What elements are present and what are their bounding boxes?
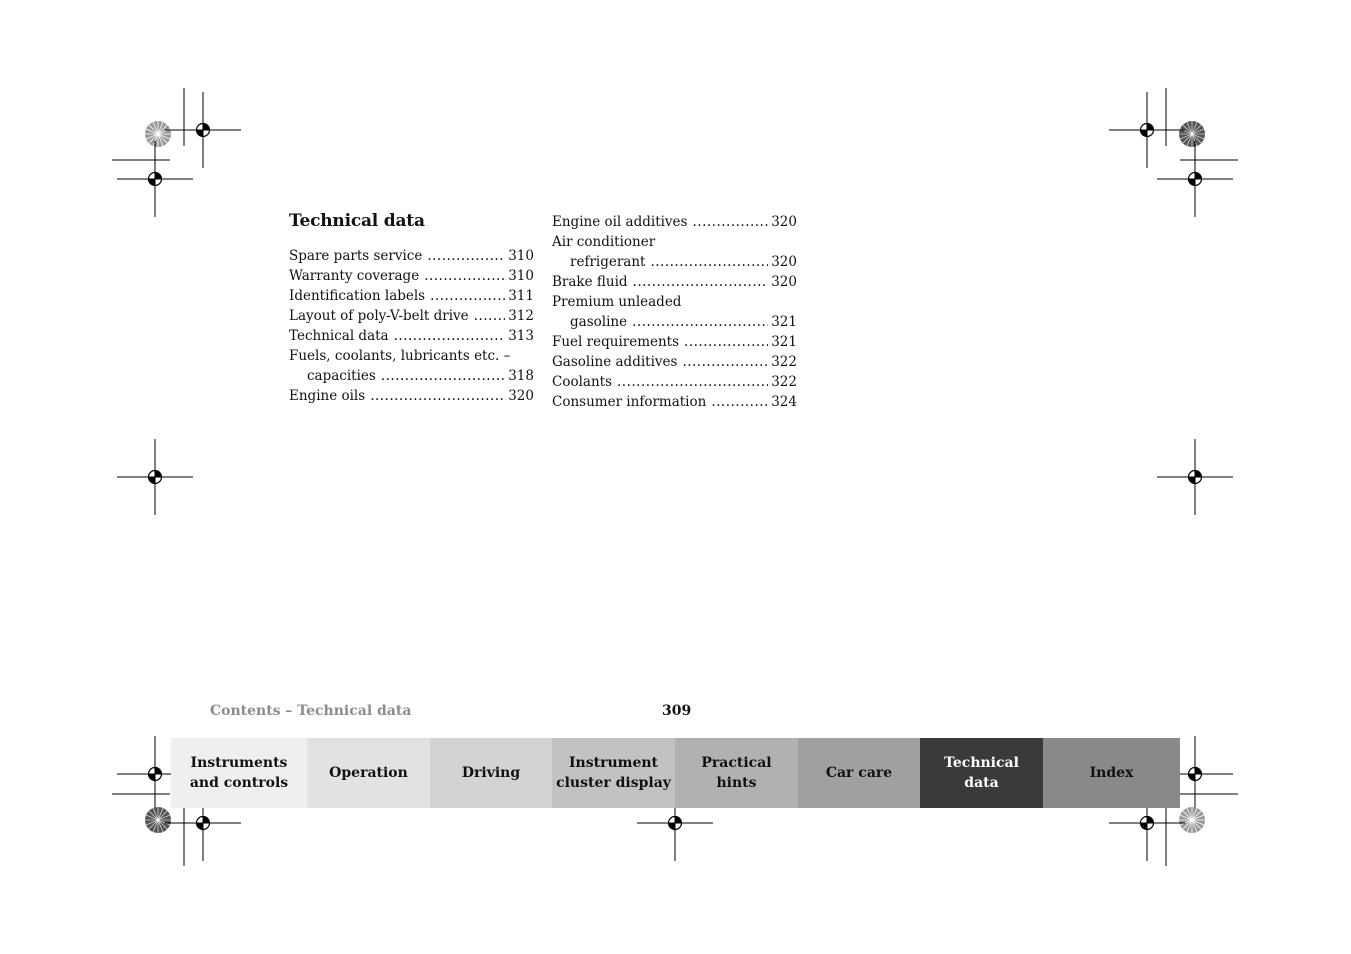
toc-right-column — [552, 212, 797, 412]
tab-technical-data[interactable] — [920, 738, 1043, 808]
tab-operation[interactable] — [307, 738, 430, 808]
toc-entry-page: 320 — [771, 254, 797, 270]
tab-label-line: Practical hints — [701, 755, 772, 791]
toc-entry-heading: Fuels, coolants, lubricants etc. – — [289, 348, 511, 364]
toc-entry-label: Warranty coverage — [289, 268, 420, 284]
toc-entry[interactable] — [552, 332, 797, 352]
running-title: Contents – Technical data — [210, 703, 412, 719]
tab-label-line: Instrument — [569, 755, 658, 771]
toc-entry[interactable] — [289, 246, 534, 266]
tab-label-line: Technical — [944, 755, 1019, 771]
toc-entry-label: capacities — [307, 368, 376, 384]
toc-entry-page: 310 — [508, 268, 534, 284]
section-tab-bar — [171, 738, 1180, 808]
dot-leader — [427, 246, 505, 266]
section-title: Technical data — [289, 211, 425, 231]
tab-label-line: Operation — [329, 765, 408, 781]
tab-label — [826, 763, 892, 783]
tab-driving[interactable] — [430, 738, 552, 808]
toc-entry-label: Identification labels — [289, 288, 426, 304]
tab-label-line: data — [964, 775, 999, 791]
tab-label-line: Driving — [461, 765, 521, 781]
toc-entry-page: 320 — [508, 388, 534, 404]
toc-entry[interactable] — [289, 286, 534, 306]
toc-entry-label: Spare parts service — [289, 248, 423, 264]
dot-leader — [682, 352, 768, 372]
toc-entry-page: 324 — [771, 394, 797, 410]
toc-entry[interactable] — [552, 392, 797, 412]
tab-index[interactable] — [1043, 738, 1180, 808]
toc-entry-page: 322 — [771, 354, 797, 370]
tab-instruments-and-controls[interactable] — [171, 738, 307, 808]
dot-leader — [394, 326, 506, 346]
toc-entry-page: 313 — [508, 328, 534, 344]
toc-entry-label: gasoline — [570, 314, 628, 330]
toc-entry-page: 321 — [771, 314, 797, 330]
tab-label — [462, 763, 520, 783]
dot-leader — [692, 212, 768, 232]
toc-entry-label: Technical data — [289, 328, 389, 344]
tab-label — [556, 753, 671, 793]
toc-entry-label: Fuel requirements — [552, 334, 680, 350]
toc-entry-page: 322 — [771, 374, 797, 390]
page-number: 309 — [662, 703, 692, 719]
toc-entry-label: refrigerant — [570, 254, 646, 270]
toc-entry[interactable] — [289, 366, 534, 386]
toc-entry-heading: Air conditioner — [552, 234, 656, 250]
toc-entry-label: Coolants — [552, 374, 612, 390]
dot-leader — [650, 252, 768, 272]
dot-leader — [711, 392, 768, 412]
toc-entry-label: Engine oils — [289, 388, 366, 404]
dot-leader — [381, 366, 505, 386]
toc-left-column — [289, 246, 534, 406]
dot-leader — [632, 312, 768, 332]
toc-entry-label: Consumer information — [552, 394, 707, 410]
toc-entry-page: 318 — [508, 368, 534, 384]
toc-entry-label: Engine oil additives — [552, 214, 688, 230]
toc-entry[interactable] — [552, 372, 797, 392]
toc-entry-page: 320 — [771, 274, 797, 290]
toc-entry-page: 321 — [771, 334, 797, 350]
tab-label-line: cluster display — [556, 775, 671, 791]
dot-leader — [424, 266, 505, 286]
toc-entry[interactable] — [552, 312, 797, 332]
tab-instrument-cluster-display[interactable] — [552, 738, 675, 808]
toc-entry-page: 311 — [508, 288, 534, 304]
toc-entry[interactable] — [289, 326, 534, 346]
dot-leader — [684, 332, 768, 352]
tab-label-line: Index — [1089, 765, 1134, 781]
toc-entry[interactable] — [552, 212, 797, 232]
toc-entry[interactable] — [289, 386, 534, 406]
toc-entry[interactable] — [552, 252, 797, 272]
dot-leader — [370, 386, 505, 406]
toc-entry[interactable] — [552, 272, 797, 292]
tab-label — [679, 753, 794, 793]
dot-leader — [430, 286, 505, 306]
tab-label — [944, 753, 1019, 793]
toc-entry-heading: Premium unleaded — [552, 294, 682, 310]
dot-leader — [474, 306, 506, 326]
toc-entry-page: 310 — [508, 248, 534, 264]
tab-label-line: Instruments — [190, 755, 288, 771]
toc-entry-page: 320 — [771, 214, 797, 230]
toc-entry-label: Brake fluid — [552, 274, 628, 290]
tab-label — [1090, 763, 1134, 783]
tab-car-care[interactable] — [798, 738, 920, 808]
dot-leader — [617, 372, 768, 392]
toc-entry[interactable] — [289, 306, 534, 326]
tab-practical-hints[interactable] — [675, 738, 798, 808]
toc-entry[interactable] — [552, 352, 797, 372]
tab-label-line: and controls — [189, 775, 289, 791]
tab-label — [329, 763, 408, 783]
toc-entry-label: Layout of poly-V-belt drive — [289, 308, 469, 324]
dot-leader — [633, 272, 769, 292]
tab-label — [190, 753, 288, 793]
toc-entry-label: Gasoline additives — [552, 354, 678, 370]
tab-label-line: Car care — [825, 765, 893, 781]
toc-entry-page: 312 — [508, 308, 534, 324]
toc-entry[interactable] — [289, 266, 534, 286]
